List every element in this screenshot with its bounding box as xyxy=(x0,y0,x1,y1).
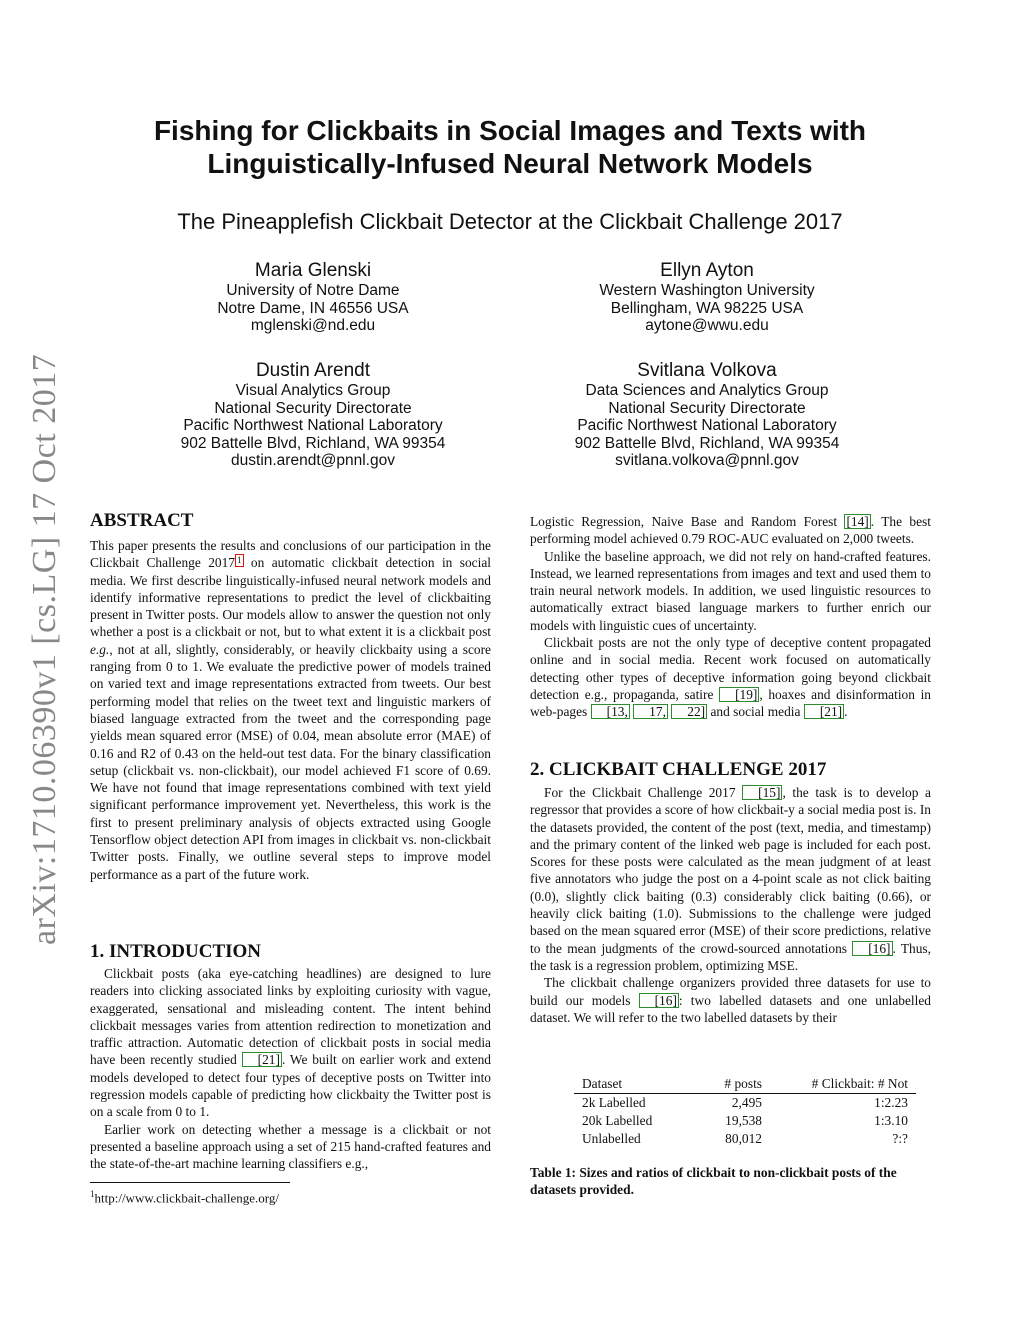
author-affiliation: National Security Directorate xyxy=(608,399,806,417)
table-caption: Table 1: Sizes and ratios of clickbait to non-clickbait posts of the datasets provided. xyxy=(530,1165,897,1197)
right-paragraph-2: Unlike the baseline approach, we did not rely on hand-crafted features. Instead, we learned representations from images and text and used them to train neural network models. In addition, we used linguistic resources to automatically extract biased language markers to further enrich our models with linguistic cues of uncertainty. xyxy=(530,548,931,633)
table-cell: ?:? xyxy=(892,1131,908,1146)
author-email[interactable]: svitlana.volkova@pnnl.gov xyxy=(615,452,799,469)
abstract-text: , not at all, slightly, considerably, or heavily clickbaity using a score ranging from 0 to 1. We evaluate the predictive power of models trained on varied text and image representations extracted from tweets. Our best performing model that relies on the tweet text and linguistic markers of biased language extracted from the tweet and the corresponding page yields mean squared error (MSE) of 0.04, mean absolute error (MAE) of 0.16 and R2 of 0.43 on the held-out test data. For the binary classification setup (clickbait vs. non-clickbait), our model achieved F1 score of 0.69. We have not found that image representations combined with text yield significant performance improvement yet. Nevertheless, this work is the first to present preliminary analysis of objects extracted using Google Tensorflow object detection API from images in clickbait vs. non-clickbait Twitter posts. Finally, we outline several steps to improve model performance as a part of the future work. xyxy=(90,641,491,882)
title-line-1: Fishing for Clickbaits in Social Images and Texts with xyxy=(153,115,867,146)
abstract-text: on automatic clickbait detection in social media. We first describe linguistically-infused neural network models and identify informative representations to predict the level of clickbaiting present in Twitter posts. Our models allow to answer the question not only whether a post is a clickbait or not, but to what extent it is a clickbait post xyxy=(90,555,492,640)
body-text: Logistic Regression, Naive Base and Random Forest xyxy=(530,514,845,529)
author-address: Bellingham, WA 98225 USA xyxy=(610,299,804,317)
citation-link[interactable]: [21] xyxy=(804,704,844,719)
author-email[interactable]: aytone@wwu.edu xyxy=(645,317,769,334)
table-cell: 80,012 xyxy=(725,1131,762,1146)
author-affiliation: Data Sciences and Analytics Group xyxy=(585,382,829,399)
abstract-body xyxy=(90,537,491,883)
citation-link[interactable]: [14] xyxy=(846,514,869,529)
body-text: Clickbait posts are not the only type of deceptive content propagated online and in social media. Recent work focused on automatically detecting other types of deceptive information going beyond clickbait detection e.g., propaganda, satire xyxy=(530,635,931,702)
author-affiliation: University of Notre Dame xyxy=(226,282,400,299)
section-2-heading: 2. CLICKBAIT CHALLENGE 2017 xyxy=(530,759,827,780)
author-block-4 xyxy=(537,360,877,470)
citation-link[interactable]: [19] xyxy=(719,687,759,702)
intro-paragraph-1 xyxy=(90,965,491,1121)
abstract-text: This paper presents the results and conclusions of our participation in the Clickbait Challenge 2017 xyxy=(90,538,491,571)
footnote-ref[interactable]: 1 xyxy=(237,555,242,566)
datasets-table xyxy=(574,1075,916,1148)
footnote-rule xyxy=(90,1182,290,1183)
table-1 xyxy=(574,1075,916,1148)
citation-link[interactable]: [13, xyxy=(591,704,630,719)
author-email[interactable]: dustin.arendt@pnnl.gov xyxy=(231,452,395,469)
citation-link[interactable]: 17, xyxy=(633,704,668,719)
section-2-paragraph-2 xyxy=(530,974,931,1026)
author-affiliation: Pacific Northwest National Laboratory xyxy=(577,417,837,434)
abstract-heading: ABSTRACT xyxy=(90,510,194,531)
author-name: Svitlana Volkova xyxy=(637,360,777,381)
author-address: Notre Dame, IN 46556 USA xyxy=(217,299,409,317)
citation-link[interactable]: 22] xyxy=(671,704,707,719)
body-text: . Thus, the task is a regression problem, optimizing MSE. xyxy=(530,940,931,973)
citation-link[interactable]: [16] xyxy=(639,993,679,1008)
author-affiliation: Visual Analytics Group xyxy=(235,382,391,399)
paper-title xyxy=(90,114,930,180)
author-address: 902 Battelle Blvd, Richland, WA 99354 xyxy=(180,434,446,452)
author-block-1 xyxy=(163,260,463,335)
footnote xyxy=(90,1186,279,1206)
table-cell: 2,495 xyxy=(731,1095,762,1110)
table-cell: Unlabelled xyxy=(582,1131,641,1146)
table-header: Dataset xyxy=(582,1076,623,1091)
body-text: , hoaxes and disinformation in web-pages xyxy=(530,686,931,720)
body-text: For the Clickbait Challenge 2017 xyxy=(544,785,743,800)
paper-subtitle: The Pineapplefish Clickbait Detector at the Clickbait Challenge 2017 xyxy=(177,209,843,234)
body-text: , the task is to develop a regressor that provides a score of how clickbait-y a social media post is. In the datasets provided, the content of the post (text, media, and timestamp) and the primary content of the linked web page is included for each post. Scores for these posts were calculated as the mean judgment of at least five annotators who judge the post on a 4-point scale as not click baiting (0.0), slightly click baiting (0.3) considerably click baiting (0.66), or heavily click baiting (1.0). Submissions to the challenge were judged based on the mean squared error (MSE) of their score predictions, relative to the mean judgments of the crowd-sourced annotations xyxy=(530,785,931,956)
author-block-3 xyxy=(143,360,483,470)
table-row xyxy=(574,1094,916,1113)
author-name: Maria Glenski xyxy=(254,260,372,281)
footnote-url[interactable]: http://www.clickbait-challenge.org/ xyxy=(94,1190,279,1206)
table-row xyxy=(574,1130,916,1148)
abstract-paragraph xyxy=(90,537,491,883)
right-paragraph-1 xyxy=(530,513,931,548)
intro-paragraph-2: Earlier work on detecting whether a message is a clickbait or not presented a baseline approach using a set of 215 hand-crafted features and the state-of-the-art machine learning classifiers e.g., xyxy=(90,1121,491,1172)
table-cell: 1:2.23 xyxy=(874,1095,908,1110)
table-header: # posts xyxy=(724,1076,762,1091)
table-cell: 20k Labelled xyxy=(582,1113,653,1128)
body-text: : two labelled datasets and one unlabelled dataset. We will refer to the two labelled datasets by their xyxy=(530,992,931,1025)
citation-link[interactable]: [16] xyxy=(852,941,892,956)
title-line-2: Linguistically-Infused Neural Network Models xyxy=(207,148,813,179)
table-header-row xyxy=(574,1075,916,1094)
right-paragraph-3 xyxy=(530,634,931,720)
intro-heading: 1. INTRODUCTION xyxy=(90,941,262,962)
author-affiliation: Western Washington University xyxy=(599,282,815,299)
intro-text: Clickbait posts (aka eye-catching headlines) are designed to lure readers into clicking associated links by exploiting curiosity with vague, exaggerated, sensational and misleading content. The intent behind clickbait messages varies from attention redirection to monetization and traffic attraction. Automatic detection of clickbait posts in social media have been recently studied xyxy=(90,966,491,1068)
right-column-body xyxy=(530,513,931,721)
author-name: Ellyn Ayton xyxy=(660,260,754,281)
body-text: . The best performing model achieved 0.79 ROC-AUC evaluated on 2,000 tweets. xyxy=(530,514,931,547)
section-2-body xyxy=(530,784,931,1026)
table-cell: 19,538 xyxy=(725,1113,762,1128)
arxiv-stamp: arXiv:1710.06390v1 [cs.LG] 17 Oct 2017 xyxy=(26,353,63,945)
author-affiliation: National Security Directorate xyxy=(214,399,412,417)
table-row xyxy=(574,1112,916,1130)
author-affiliation: Pacific Northwest National Laboratory xyxy=(183,417,443,434)
table-header: # Clickbait: # Not xyxy=(811,1076,908,1091)
intro-body xyxy=(90,965,491,1173)
body-text: The clickbait challenge organizers provided three datasets for use to build our models xyxy=(530,975,931,1008)
citation-link[interactable]: [15] xyxy=(742,785,782,800)
table-cell: 1:3.10 xyxy=(874,1113,908,1128)
author-address: 902 Battelle Blvd, Richland, WA 99354 xyxy=(574,434,840,452)
body-text: . xyxy=(844,704,848,720)
intro-text: . We built on earlier work and extend models developed to detect four types of deceptive posts on Twitter into regression models capable of predicting how clickbaity the Twitter post is on a scale from 0 to 1. xyxy=(90,1052,491,1120)
author-name: Dustin Arendt xyxy=(255,360,371,381)
footnote-mark: 1 xyxy=(90,1189,95,1199)
author-email[interactable]: mglenski@nd.edu xyxy=(250,317,376,334)
section-2-paragraph-1 xyxy=(530,784,931,974)
body-text: and social media xyxy=(707,704,804,720)
abstract-text: e.g. xyxy=(90,641,110,657)
author-block-2 xyxy=(557,260,857,335)
table-cell: 2k Labelled xyxy=(582,1095,646,1110)
citation-link[interactable]: [21] xyxy=(242,1052,282,1067)
